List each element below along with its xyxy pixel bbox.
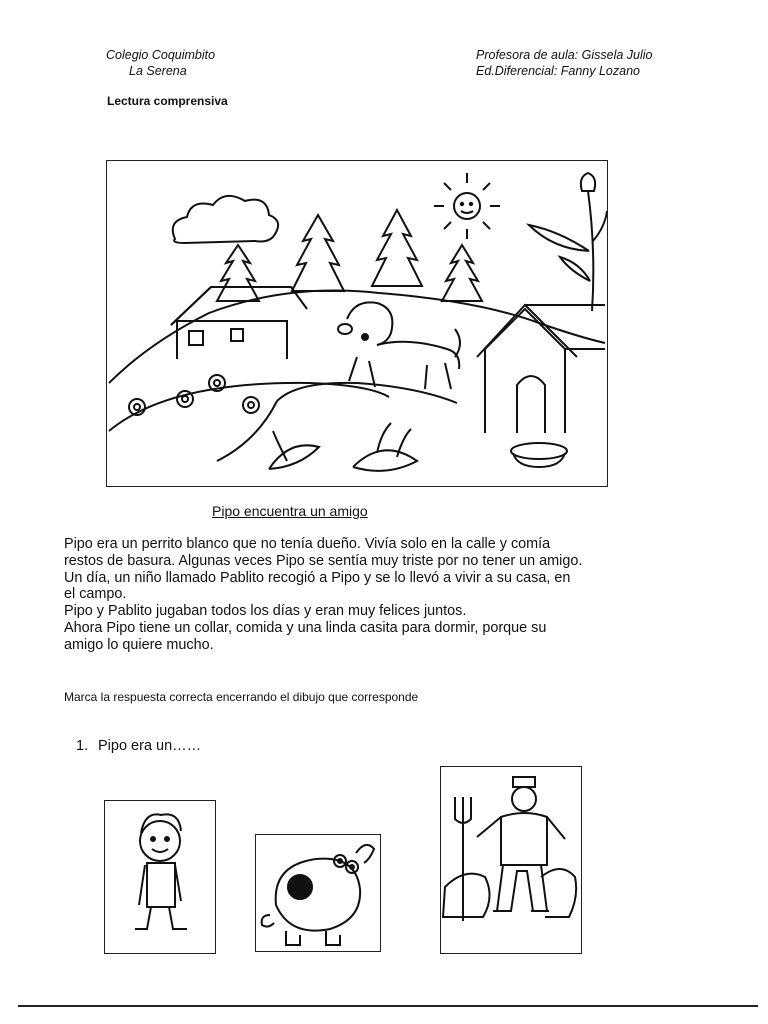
doghouse-icon (477, 305, 605, 433)
special-ed-teacher: Ed.Diferencial: Fanny Lozano (476, 64, 640, 78)
dog-icon (256, 835, 380, 951)
teacher-name: Profesora de aula: Gissela Julio (476, 48, 653, 62)
school-city: La Serena (129, 64, 187, 78)
sun-icon (434, 173, 500, 239)
story-title: Pipo encuentra un amigo (212, 503, 368, 519)
story-line: Ahora Pipo tiene un collar, comida y una linda casita para dormir, porque su (64, 619, 547, 636)
question-1 (76, 738, 201, 754)
tulip-plant-icon (529, 173, 607, 311)
flowers-icon (129, 375, 259, 415)
page-bottom-rule (18, 1005, 758, 1007)
story-line: Pipo y Pablito jugaban todos los días y eran muy felices juntos. (64, 603, 467, 620)
question-text: Pipo era un…… (98, 738, 202, 754)
answer-option-boy[interactable] (104, 800, 216, 954)
story-line: amigo lo quiere mucho. (64, 636, 214, 653)
instruction-text: Marca la respuesta correcta encerrando el dibujo que corresponde (64, 690, 419, 704)
story-text (64, 536, 704, 654)
answer-option-farmer[interactable] (440, 766, 582, 954)
dog-bowl-icon (511, 443, 567, 467)
answer-option-dog[interactable] (255, 834, 381, 952)
story-line: Pipo era un perrito blanco que no tenía dueño. Vivía solo en la calle y comía (64, 536, 551, 552)
cloud-icon (173, 196, 278, 243)
boy-icon (105, 801, 215, 953)
school-name: Colegio Coquimbito (106, 48, 216, 62)
activity-title: Lectura comprensiva (107, 94, 228, 108)
story-illustration (106, 160, 608, 487)
question-number: 1. (76, 738, 89, 754)
story-line: el campo. (64, 586, 127, 603)
farmer-icon (441, 767, 581, 953)
dog-pipo-icon (338, 302, 460, 389)
story-line: restos de basura. Algunas veces Pipo se sentía muy triste por no tener un amigo. (64, 552, 583, 569)
story-line: Un día, un niño llamado Pablito recogió a Pipo y se lo llevó a vivir a su casa, en (64, 569, 571, 586)
